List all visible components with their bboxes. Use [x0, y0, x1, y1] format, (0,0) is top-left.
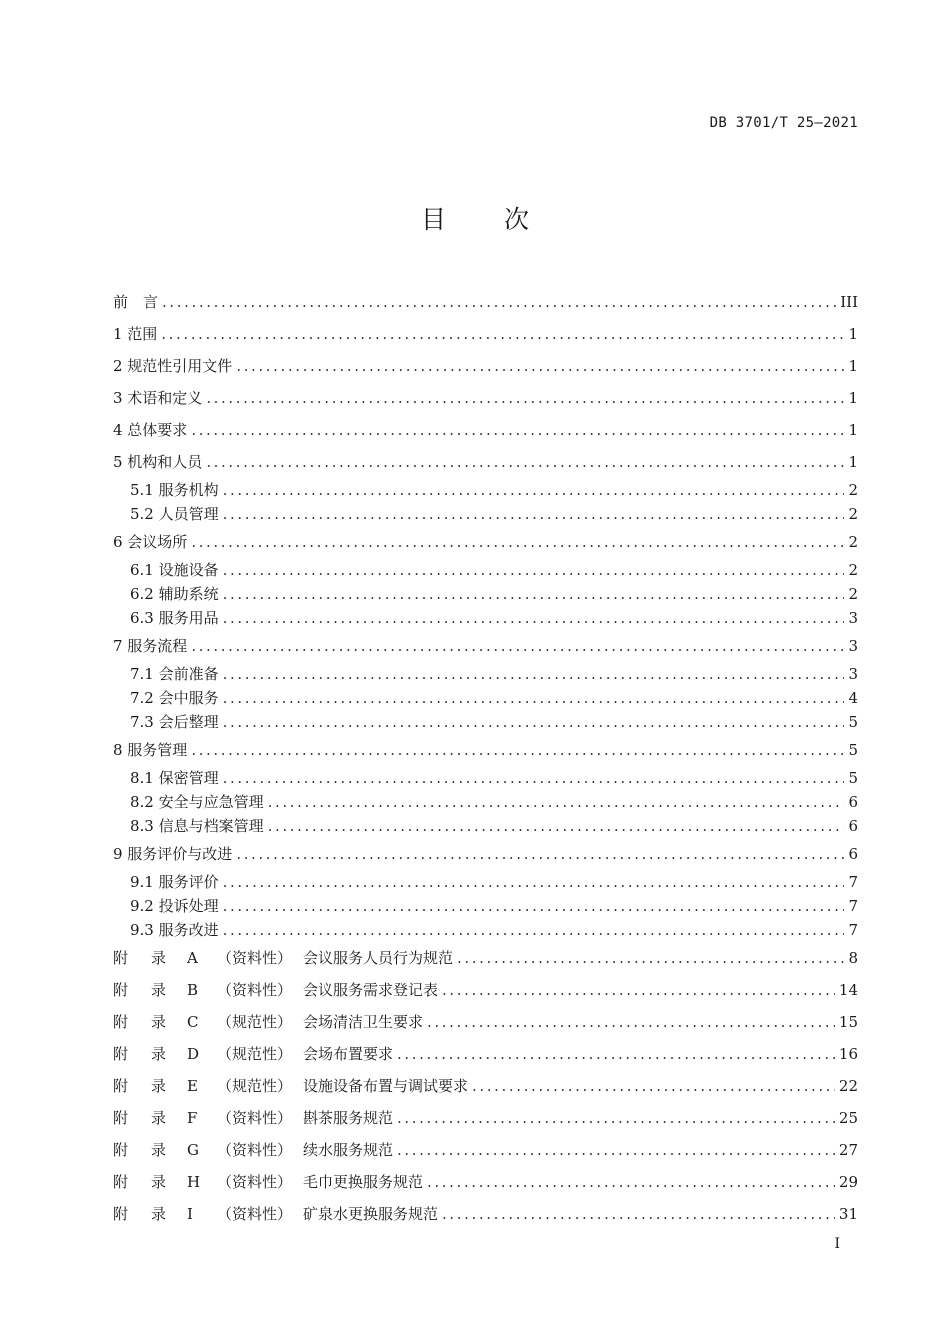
toc-entry-label: 6 会议场所 — [113, 533, 188, 551]
toc-entry-page: 2 — [848, 561, 858, 579]
toc-entry-page: 25 — [838, 1109, 858, 1127]
toc-subentry[interactable] — [113, 814, 858, 838]
toc-entry-page: 2 — [848, 585, 858, 603]
appendix-title: 会议服务人员行为规范 — [303, 949, 454, 967]
toc-leader-dots — [191, 734, 844, 766]
toc-entry-label: 9 服务评价与改进 — [113, 845, 233, 863]
appendix-word: 录 — [151, 1109, 167, 1127]
toc-leader-dots — [442, 1198, 835, 1230]
toc-leader-dots — [427, 1166, 835, 1198]
toc-leader-dots — [191, 630, 844, 662]
toc-entry[interactable] — [113, 838, 858, 870]
toc-entry-page: 4 — [848, 689, 858, 707]
appendix-label — [113, 1198, 438, 1230]
toc-leader-dots — [268, 790, 844, 814]
toc-leader-dots — [223, 686, 844, 710]
appendix-type: （资料性） — [217, 1173, 293, 1191]
toc-appendix-entry[interactable] — [113, 1134, 858, 1166]
toc-leader-dots — [206, 382, 844, 414]
appendix-letter: G — [187, 1141, 199, 1159]
toc-entry-label: 8.3 信息与档案管理 — [130, 817, 264, 835]
toc-entry-label: 8 服务管理 — [113, 741, 188, 759]
toc-entry-page: 3 — [848, 665, 858, 683]
toc-entry-page: 3 — [848, 609, 858, 627]
toc-leader-dots — [162, 286, 836, 318]
toc-entry-page: 16 — [838, 1045, 858, 1063]
toc-entry[interactable] — [113, 630, 858, 662]
toc-entry-label: 8.2 安全与应急管理 — [130, 793, 264, 811]
appendix-letter: D — [187, 1045, 200, 1063]
toc-entry-label: 5 机构和人员 — [113, 453, 203, 471]
toc-appendix-entry[interactable] — [113, 1166, 858, 1198]
toc-leader-dots — [223, 710, 844, 734]
appendix-label — [113, 1166, 423, 1198]
toc-entry-page: 1 — [848, 325, 858, 343]
appendix-title: 矿泉水更换服务规范 — [303, 1205, 439, 1223]
toc-leader-dots — [223, 766, 844, 790]
toc-entry-label: 1 范围 — [113, 325, 158, 343]
toc-entry[interactable] — [113, 382, 858, 414]
appendix-type: （资料性） — [217, 981, 293, 999]
appendix-word: 录 — [151, 1205, 167, 1223]
toc-entry[interactable] — [113, 318, 858, 350]
toc-entry-page: 2 — [848, 481, 858, 499]
appendix-title: 会议服务需求登记表 — [303, 981, 439, 999]
toc-entry-label: 9.1 服务评价 — [130, 873, 219, 891]
toc-leader-dots — [397, 1038, 835, 1070]
document-code: DB 3701/T 25—2021 — [709, 115, 858, 131]
appendix-label — [113, 1038, 393, 1070]
toc-leader-dots — [223, 582, 844, 606]
toc-leader-dots — [236, 350, 844, 382]
toc-entry-page: 6 — [848, 793, 858, 811]
toc-entry-page: 1 — [848, 421, 858, 439]
toc-entry-page: 1 — [848, 389, 858, 407]
appendix-word: 附 — [113, 1141, 129, 1159]
toc-subentry[interactable] — [113, 918, 858, 942]
toc-leader-dots — [472, 1070, 835, 1102]
toc-leader-dots — [236, 838, 844, 870]
appendix-label — [113, 1006, 423, 1038]
toc-subentry[interactable] — [113, 502, 858, 526]
toc-leader-dots — [223, 662, 844, 686]
appendix-label — [113, 1102, 393, 1134]
appendix-type: （资料性） — [217, 1205, 293, 1223]
appendix-type: （资料性） — [217, 949, 293, 967]
appendix-letter: H — [187, 1173, 201, 1191]
toc-entry-label: 4 总体要求 — [113, 421, 188, 439]
toc-entry-page: 14 — [838, 981, 858, 999]
appendix-word: 录 — [151, 949, 167, 967]
toc-leader-dots — [191, 414, 844, 446]
appendix-letter: A — [187, 949, 198, 967]
toc-entry-page: 27 — [838, 1141, 858, 1159]
toc-entry-page: 5 — [848, 713, 858, 731]
appendix-word: 附 — [113, 1077, 129, 1095]
toc-entry[interactable] — [113, 414, 858, 446]
toc-entry-page: 1 — [848, 357, 858, 375]
toc-entry-page: 6 — [848, 845, 858, 863]
appendix-word: 附 — [113, 949, 129, 967]
footer-page-number: I — [834, 1236, 840, 1252]
toc-entry-label: 6.3 服务用品 — [130, 609, 219, 627]
toc-appendix-entry[interactable] — [113, 942, 858, 974]
toc-entry-page: 31 — [838, 1205, 858, 1223]
toc-leader-dots — [427, 1006, 835, 1038]
toc-subentry[interactable] — [113, 710, 858, 734]
appendix-word: 录 — [151, 1045, 167, 1063]
appendix-word: 录 — [151, 981, 167, 999]
toc-appendix-entry[interactable] — [113, 1102, 858, 1134]
toc-entry[interactable] — [113, 350, 858, 382]
toc-subentry[interactable] — [113, 766, 858, 790]
toc-leader-dots — [191, 526, 844, 558]
appendix-label — [113, 1070, 468, 1102]
toc-entry[interactable] — [113, 526, 858, 558]
toc-appendix-entry[interactable] — [113, 974, 858, 1006]
toc-entry-label: 8.1 保密管理 — [130, 769, 219, 787]
toc-appendix-entry[interactable] — [113, 1198, 858, 1230]
appendix-word: 录 — [151, 1173, 167, 1191]
toc-entry[interactable] — [113, 734, 858, 766]
toc-entry-label: 7.1 会前准备 — [130, 665, 219, 683]
toc-entry-page: 5 — [848, 741, 858, 759]
appendix-title: 斟茶服务规范 — [303, 1109, 394, 1127]
toc-leader-dots — [457, 942, 844, 974]
appendix-word: 附 — [113, 1045, 129, 1063]
toc-entry-page: 5 — [848, 769, 858, 787]
appendix-word: 附 — [113, 1013, 129, 1031]
toc-entry-page: 7 — [848, 921, 858, 939]
toc-entry-label: 6.2 辅助系统 — [130, 585, 219, 603]
toc-entry-page: 2 — [848, 505, 858, 523]
appendix-title: 续水服务规范 — [303, 1141, 394, 1159]
toc-leader-dots — [223, 606, 844, 630]
toc-appendix-entry[interactable] — [113, 1006, 858, 1038]
toc-appendix-entry[interactable] — [113, 1038, 858, 1070]
table-of-contents — [113, 286, 858, 1230]
toc-leader-dots — [223, 478, 844, 502]
appendix-label — [113, 942, 453, 974]
toc-leader-dots — [397, 1134, 835, 1166]
appendix-word: 附 — [113, 1173, 129, 1191]
toc-entry-page: 15 — [838, 1013, 858, 1031]
toc-leader-dots — [223, 502, 844, 526]
toc-entry-page: 3 — [848, 637, 858, 655]
toc-entry-page: 1 — [848, 453, 858, 471]
toc-entry-label: 6.1 设施设备 — [130, 561, 219, 579]
appendix-title: 设施设备布置与调试要求 — [303, 1077, 469, 1095]
appendix-type: （规范性） — [217, 1045, 293, 1063]
toc-subentry[interactable] — [113, 686, 858, 710]
toc-leader-dots — [223, 894, 844, 918]
appendix-letter: B — [187, 981, 199, 999]
page-title: 目次 — [420, 205, 587, 234]
appendix-word: 附 — [113, 1205, 129, 1223]
appendix-letter: E — [187, 1077, 198, 1095]
toc-entry-page: 6 — [848, 817, 858, 835]
toc-entry-label: 7.2 会中服务 — [130, 689, 219, 707]
toc-entry-label: 2 规范性引用文件 — [113, 357, 233, 375]
toc-leader-dots — [268, 814, 844, 838]
appendix-type: （资料性） — [217, 1141, 293, 1159]
toc-leader-dots — [206, 446, 844, 478]
appendix-word: 录 — [151, 1141, 167, 1159]
toc-entry-label: 3 术语和定义 — [113, 389, 203, 407]
appendix-type: （规范性） — [217, 1013, 293, 1031]
appendix-word: 录 — [151, 1013, 167, 1031]
appendix-word: 附 — [113, 981, 129, 999]
toc-entry-page: 7 — [848, 873, 858, 891]
toc-entry-label: 9.3 服务改进 — [130, 921, 219, 939]
toc-entry-label: 5.1 服务机构 — [130, 481, 219, 499]
toc-subentry[interactable] — [113, 662, 858, 686]
toc-leader-dots — [223, 558, 844, 582]
toc-entry-page: 8 — [848, 949, 858, 967]
toc-leader-dots — [442, 974, 835, 1006]
appendix-title: 会场清洁卫生要求 — [303, 1013, 424, 1031]
toc-entry-page: 22 — [838, 1077, 858, 1095]
toc-subentry[interactable] — [113, 790, 858, 814]
toc-subentry[interactable] — [113, 478, 858, 502]
toc-leader-dots — [223, 918, 844, 942]
toc-entry-page: 7 — [848, 897, 858, 915]
appendix-letter: F — [187, 1109, 198, 1127]
toc-entry-label: 前 言 — [113, 293, 159, 311]
appendix-word: 附 — [113, 1109, 129, 1127]
toc-subentry[interactable] — [113, 606, 858, 630]
toc-entry-page: III — [840, 293, 858, 311]
appendix-title: 毛巾更换服务规范 — [303, 1173, 424, 1191]
toc-subentry[interactable] — [113, 582, 858, 606]
toc-entry[interactable] — [113, 286, 858, 318]
toc-subentry[interactable] — [113, 558, 858, 582]
toc-entry-label: 5.2 人员管理 — [130, 505, 219, 523]
appendix-label — [113, 974, 438, 1006]
toc-entry-label: 7.3 会后整理 — [130, 713, 219, 731]
toc-leader-dots — [397, 1102, 835, 1134]
appendix-label — [113, 1134, 393, 1166]
toc-subentry[interactable] — [113, 870, 858, 894]
appendix-letter: C — [187, 1013, 199, 1031]
toc-subentry[interactable] — [113, 894, 858, 918]
appendix-type: （规范性） — [217, 1077, 293, 1095]
appendix-title: 会场布置要求 — [303, 1045, 394, 1063]
toc-entry-page: 29 — [838, 1173, 858, 1191]
toc-appendix-entry[interactable] — [113, 1070, 858, 1102]
toc-entry[interactable] — [113, 446, 858, 478]
toc-entry-label: 7 服务流程 — [113, 637, 188, 655]
appendix-type: （资料性） — [217, 1109, 293, 1127]
toc-leader-dots — [161, 318, 844, 350]
toc-leader-dots — [223, 870, 844, 894]
appendix-word: 录 — [151, 1077, 167, 1095]
toc-entry-label: 9.2 投诉处理 — [130, 897, 219, 915]
toc-entry-page: 2 — [848, 533, 858, 551]
appendix-letter: I — [187, 1205, 193, 1223]
